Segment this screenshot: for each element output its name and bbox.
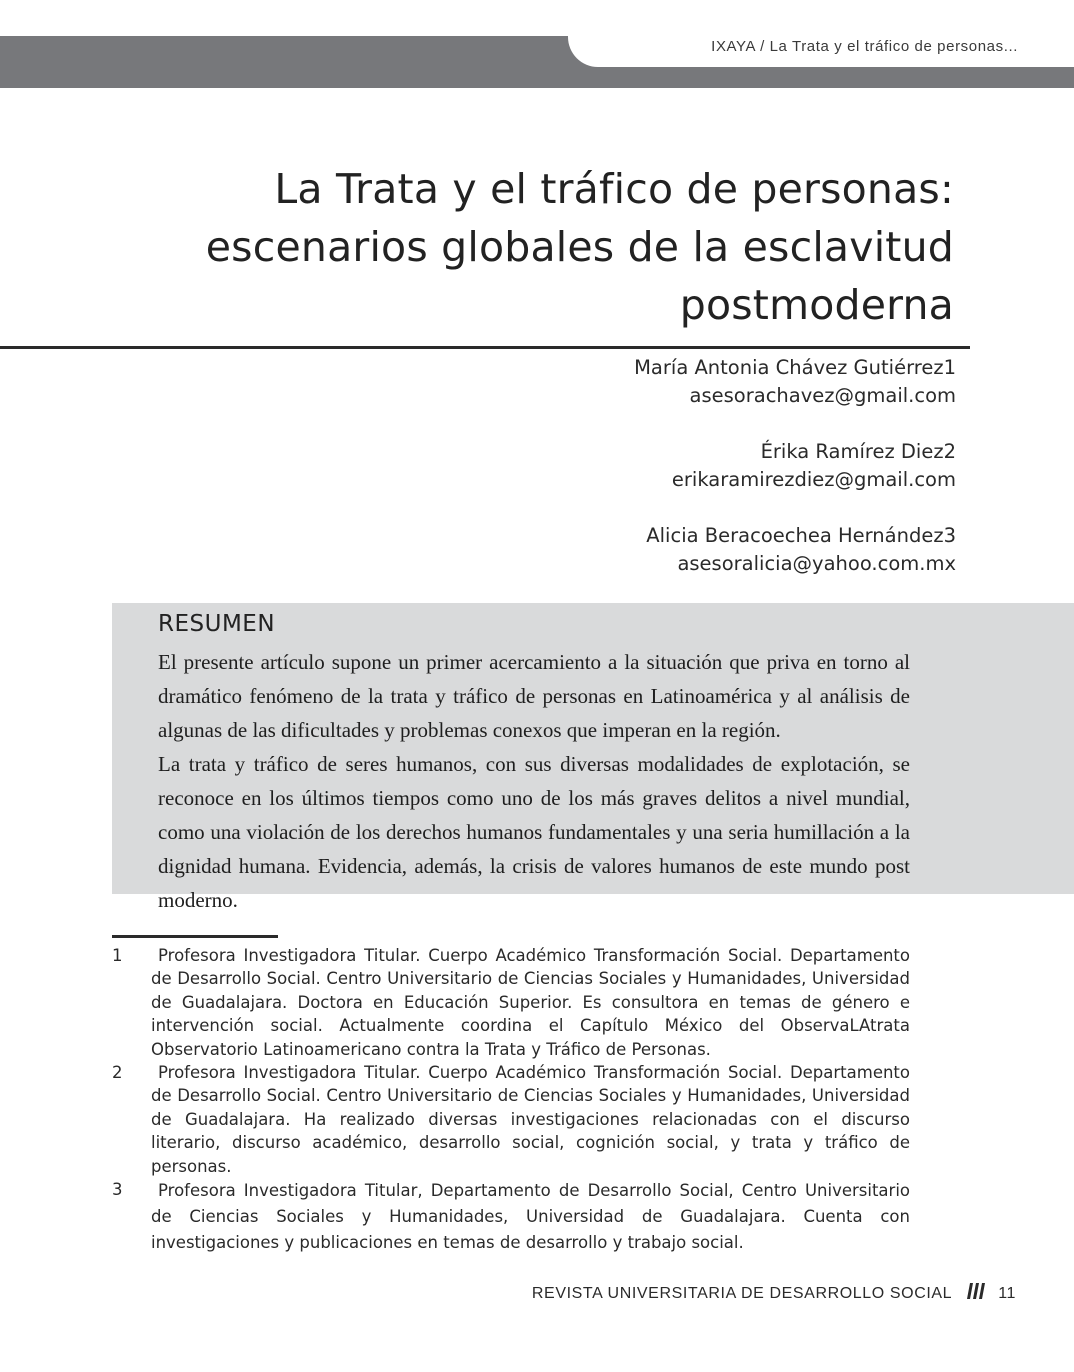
abstract-paragraph: La trata y tráfico de seres humanos, con sus diversas modalidades de explotación, se reconoce en los últimos tiempos como uno de los más graves delitos a nivel mundial, como una violación de los derechos humanos fundamentales y una seria humillación a la dignidad humana. Evidencia, además, la crisis de valores humanos de este mundo post moderno. (158, 752, 910, 912)
article-title (194, 160, 954, 334)
author-block (396, 354, 956, 410)
footnote (112, 944, 910, 1061)
slash-bars-icon (966, 1283, 986, 1304)
page-number: 11 (998, 1284, 1016, 1302)
abstract-heading: RESUMEN (158, 611, 276, 637)
author-name: Alicia Beracoechea Hernández3 (646, 524, 956, 547)
footnote-text: Profesora Investigadora Titular, Departamento de Desarrollo Social, Centro Universitario de Ciencias Sociales y Humanidades, Universidad de Guadalajara. Cuenta con investigaciones y publicaciones en temas de desarrollo y trabajo social. (151, 1181, 910, 1253)
abstract-body (158, 645, 910, 917)
author-block (396, 522, 956, 578)
title-line: La Trata y el tráfico de personas: (274, 165, 954, 213)
footnote-text: Profesora Investigadora Titular. Cuerpo Académico Transformación Social. Departamento de Desarrollo Social. Centro Universitario de Ciencias Sociales y Humanidades, Universidad de Guadalajara. Ha realizado diversas investigaciones relacionadas con el discurso literario, discurso académico, desarrollo social, cognición social, y trata y tráfico de personas. (151, 1063, 910, 1176)
author-email: erikaramirezdiez@gmail.com (671, 468, 956, 491)
title-line: postmoderna (679, 281, 954, 329)
footnote-text: Profesora Investigadora Titular. Cuerpo Académico Transformación Social. Departamento de Desarrollo Social. Centro Universitario de Ciencias Sociales y Humanidades, Universidad de Guadalajara. Doctora en Educación Superior. Es consultora en temas de género e intervención social. Actualmente coordina el Capítulo México del ObservaLAtrata Observatorio Latinoamericano contra la Trata y Tráfico de Personas. (151, 946, 910, 1059)
author-block (396, 438, 956, 494)
abstract-paragraph: El presente artículo supone un primer acercamiento a la situación que priva en torno al dramático fenómeno de la trata y tráfico de personas en Latinoamérica y al análisis de algunas de las dificultades y problemas conexos que imperan en la región. (158, 650, 910, 742)
author-email: asesorachavez@gmail.com (689, 384, 956, 407)
footnote (112, 1061, 910, 1178)
footnote-number: 3 (112, 1180, 123, 1200)
author-list (396, 354, 956, 606)
journal-footer (532, 1283, 1016, 1304)
footnote (112, 1178, 910, 1256)
title-rule (0, 346, 970, 349)
author-email: asesoralicia@yahoo.com.mx (677, 552, 956, 575)
author-name: Érika Ramírez Diez2 (760, 440, 956, 463)
footnote-rule (112, 935, 278, 938)
author-name: María Antonia Chávez Gutiérrez1 (634, 356, 956, 379)
title-line: escenarios globales de la esclavitud (205, 223, 954, 271)
running-head: IXAYA / La Trata y el tráfico de personas... (711, 38, 1018, 55)
footnote-number: 2 (112, 1063, 123, 1083)
footnote-number: 1 (112, 946, 123, 965)
footnotes (112, 944, 910, 1256)
journal-name: REVISTA UNIVERSITARIA DE DESARROLLO SOCIAL (531, 1284, 953, 1302)
